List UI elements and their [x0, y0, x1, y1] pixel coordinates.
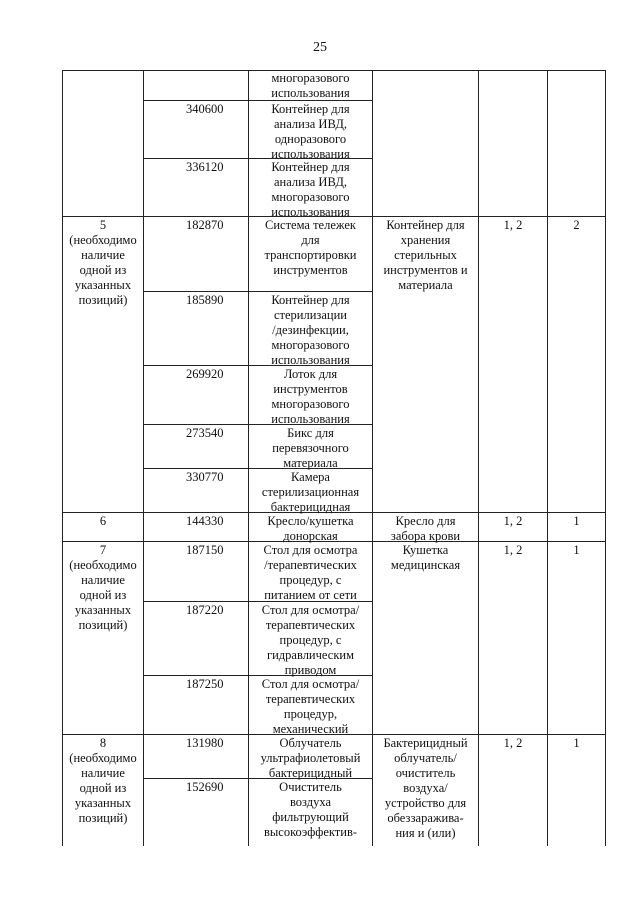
table-cell-code: 144330	[186, 514, 224, 528]
table-cell-index: 7 (необходимо наличие одной из указанных позиций)	[69, 543, 137, 632]
page-number: 25	[313, 40, 327, 55]
table-cell-type: Кушетка медицинская	[390, 543, 461, 572]
table-cell-name: Кресло/кушетка донорская	[267, 514, 354, 543]
table-cell-col6: 2	[573, 218, 580, 232]
table-cell-name: Облучатель ультрафиолетовый бактерицидный	[260, 736, 361, 780]
table-cell-name: Очиститель воздуха фильтрующий высокоэффектив-	[263, 780, 358, 839]
table-cell-name: Стол для осмотра/ терапевтических процедур, с гидравлическим приводом	[261, 603, 360, 677]
table-cell-col6: 1	[573, 543, 580, 557]
table-cell-type: Бактерицидный облучатель/ очиститель воздуха/ устройство для обеззаражива- ния и (или)	[383, 736, 468, 840]
table-cell-code: 187150	[186, 543, 224, 557]
table-cell-index: 5 (необходимо наличие одной из указанных позиций)	[69, 218, 137, 307]
table-cell-code: 187220	[186, 603, 224, 617]
table-cell-name: Контейнер для анализа ИВД, одноразового использования	[271, 102, 350, 161]
table-cell-col5: 1, 2	[503, 218, 523, 232]
table-cell-name: Контейнер для анализа ИВД, многоразового использования	[271, 160, 350, 219]
table-cell-name: Стол для осмотра /терапевтических процедур, с питанием от сети	[263, 543, 358, 602]
table-border-left	[62, 70, 63, 846]
table-cell-col5: 1, 2	[503, 543, 523, 557]
table-border-right	[605, 70, 606, 846]
table-cell-code: 269920	[186, 367, 224, 381]
table-cell-name: Стол для осмотра/ терапевтических процедур, механический	[261, 677, 360, 736]
table-cell-code: 330770	[186, 470, 224, 484]
table-col-divider-4	[478, 70, 479, 846]
row-line	[143, 291, 373, 292]
table-cell-index: 6	[99, 514, 107, 528]
table-cell-type: Кресло для забора крови	[390, 514, 461, 543]
table-cell-name: Камера стерилизационная бактерицидная	[261, 470, 360, 514]
table-cell-code: 131980	[186, 736, 224, 750]
table-col-divider-3	[372, 70, 373, 846]
table-cell-code: 187250	[186, 677, 224, 691]
table-cell-code: 273540	[186, 426, 224, 440]
table-cell-col6: 1	[573, 514, 580, 528]
table-cell-code: 185890	[186, 293, 224, 307]
table-cell-type: Контейнер для хранения стерильных инструментов и материала	[383, 218, 468, 292]
table-cell-name: Лоток для инструментов многоразового использования	[271, 367, 350, 426]
table-cell-col5: 1, 2	[503, 514, 523, 528]
table-cell-name: Контейнер для стерилизации /дезинфекции, многоразового использования	[271, 293, 350, 367]
table-cell-name: Бикс для перевязочного материала	[272, 426, 349, 470]
table-cell-code: 336120	[186, 160, 224, 174]
table-cell-col5: 1, 2	[503, 736, 523, 750]
table-cell-col6: 1	[573, 736, 580, 750]
table-cell-code: 152690	[186, 780, 224, 794]
table-cell-code: 340600	[186, 102, 224, 116]
table-col-divider-5	[547, 70, 548, 846]
table-cell-code: 182870	[186, 218, 224, 232]
table-cell-name: Система тележек для транспортировки инструментов	[264, 218, 357, 277]
table-cell-index: 8 (необходимо наличие одной из указанных позиций)	[69, 736, 137, 825]
table-cell-name: многоразового использования	[271, 71, 350, 100]
table-col-divider-1	[143, 70, 144, 846]
